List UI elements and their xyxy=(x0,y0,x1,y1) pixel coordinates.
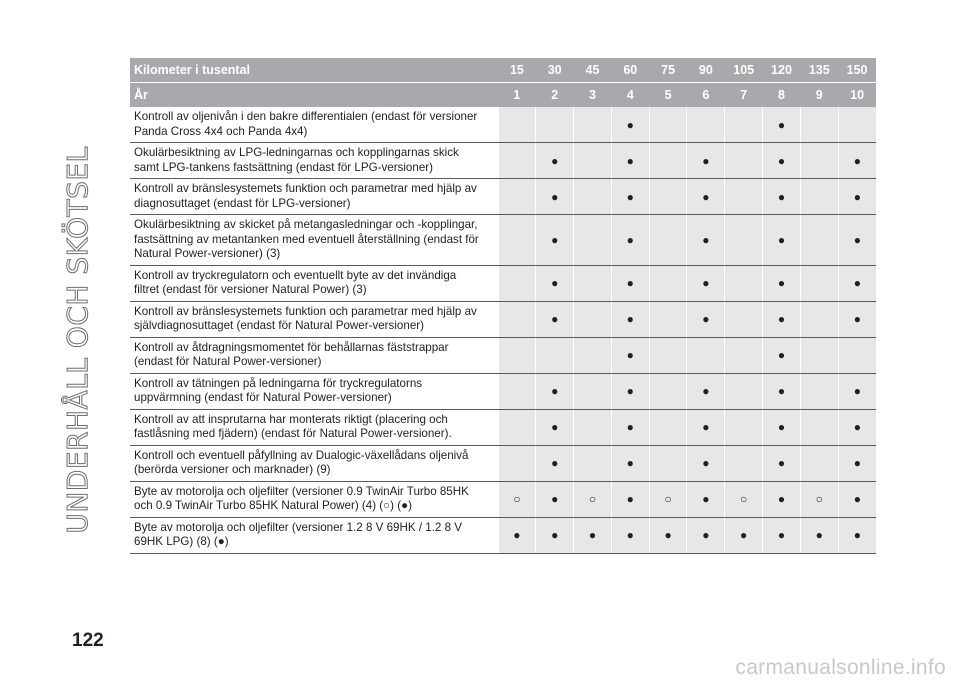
interval-cell xyxy=(800,143,838,179)
interval-cell xyxy=(838,337,876,373)
filled-dot-icon: ● xyxy=(626,312,634,326)
filled-dot-icon: ● xyxy=(777,456,786,470)
interval-cell xyxy=(498,409,536,445)
row-description xyxy=(130,265,498,301)
filled-dot-icon: ● xyxy=(853,153,861,168)
filled-dot-icon: ● xyxy=(777,348,786,362)
interval-cell xyxy=(763,373,801,409)
interval-cell xyxy=(536,373,574,409)
interval-cell xyxy=(649,215,687,266)
interval-cell xyxy=(800,337,838,373)
interval-cell xyxy=(763,143,801,179)
interval-cell xyxy=(800,409,838,445)
interval-cell xyxy=(838,179,876,215)
interval-cell xyxy=(574,409,612,445)
maintenance-schedule-table xyxy=(130,58,876,554)
interval-cell xyxy=(763,301,801,337)
filled-dot-icon: ● xyxy=(815,528,823,542)
header-year-value: 5 xyxy=(649,83,687,108)
header-km-value: 105 xyxy=(725,58,763,83)
table-row xyxy=(130,179,876,215)
filled-dot-icon: ● xyxy=(777,153,786,168)
filled-dot-icon: ● xyxy=(777,420,786,434)
interval-cell xyxy=(536,179,574,215)
interval-cell xyxy=(838,517,876,553)
header-km-row xyxy=(130,58,876,83)
filled-dot-icon: ● xyxy=(551,492,559,506)
filled-dot-icon: ● xyxy=(853,276,861,290)
interval-cell xyxy=(763,265,801,301)
interval-cell xyxy=(725,301,763,337)
open-circle-icon: ○ xyxy=(740,492,748,506)
description-line: filtret (endast för versioner Natural Power) (3) xyxy=(134,283,367,296)
interval-cell xyxy=(763,215,801,266)
description-line: uppvärmning (endast för Natural Power-versioner) xyxy=(134,391,392,404)
filled-dot-icon: ● xyxy=(626,348,634,362)
header-year-value: 4 xyxy=(611,83,649,108)
description-line: Okulärbesiktning av skicket på metangasledningar och -kopplingar, xyxy=(134,218,478,231)
row-description xyxy=(130,517,498,553)
filled-dot-icon: ● xyxy=(551,276,559,290)
description-line: Okulärbesiktning av LPG-ledningarnas och kopplingarnas skick xyxy=(134,146,459,159)
interval-cell xyxy=(687,517,725,553)
interval-cell xyxy=(536,107,574,143)
filled-dot-icon: ● xyxy=(551,420,559,434)
filled-dot-icon: ● xyxy=(626,232,634,247)
filled-dot-icon: ● xyxy=(626,456,634,470)
interval-cell xyxy=(838,301,876,337)
description-line: Panda Cross 4x4 och Panda 4x4) xyxy=(134,124,308,138)
interval-cell xyxy=(498,517,536,553)
section-title: UNDERHÅLL OCH SKÖTSEL xyxy=(61,146,94,534)
interval-cell xyxy=(838,373,876,409)
interval-cell xyxy=(800,215,838,266)
interval-cell xyxy=(498,179,536,215)
interval-cell xyxy=(687,445,725,481)
filled-dot-icon: ● xyxy=(853,232,861,247)
table-row xyxy=(130,409,876,445)
interval-cell xyxy=(800,179,838,215)
interval-cell xyxy=(725,179,763,215)
table-row xyxy=(130,373,876,409)
page-number: 122 xyxy=(72,630,104,651)
description-line: Byte av motorolja och oljefilter (versioner 1.2 8 V 69HK / 1.2 8 V xyxy=(134,520,463,534)
interval-cell xyxy=(536,337,574,373)
interval-cell xyxy=(498,337,536,373)
table-row xyxy=(130,215,876,266)
interval-cell xyxy=(574,481,612,517)
header-year-value: 8 xyxy=(763,83,801,108)
header-year-label: År xyxy=(130,83,498,108)
description-line: fastsättning av metantanken med eventuell återställning (endast för xyxy=(134,232,479,246)
open-circle-icon: ○ xyxy=(664,492,672,506)
filled-dot-icon: ● xyxy=(702,232,710,247)
filled-dot-icon: ● xyxy=(551,189,559,204)
filled-dot-icon: ● xyxy=(702,456,710,470)
interval-cell xyxy=(725,107,763,143)
header-km-label: Kilometer i tusental xyxy=(130,58,498,83)
interval-cell xyxy=(687,265,725,301)
interval-cell xyxy=(838,265,876,301)
header-km-value: 15 xyxy=(498,58,536,83)
row-description xyxy=(130,373,498,409)
description-line: självdiagnosuttaget (endast för Natural Power-versioner) xyxy=(134,319,424,332)
filled-dot-icon: ● xyxy=(551,312,559,326)
table-row xyxy=(130,481,876,517)
table-row xyxy=(130,445,876,481)
interval-cell xyxy=(800,301,838,337)
interval-cell xyxy=(800,517,838,553)
interval-cell xyxy=(649,337,687,373)
interval-cell xyxy=(498,265,536,301)
header-year-value: 9 xyxy=(800,83,838,108)
interval-cell xyxy=(725,337,763,373)
watermark: carmanualsonline.info xyxy=(735,656,946,679)
filled-dot-icon: ● xyxy=(702,312,710,326)
interval-cell xyxy=(800,265,838,301)
filled-dot-icon: ● xyxy=(702,528,710,542)
description-line: samt LPG-tankens fastsättning (endast för LPG-versioner) xyxy=(134,160,433,174)
filled-dot-icon: ● xyxy=(853,420,861,434)
table-row xyxy=(130,107,876,143)
header-year-value: 1 xyxy=(498,83,536,108)
interval-cell xyxy=(536,481,574,517)
filled-dot-icon: ● xyxy=(777,384,786,398)
description-line: och 0.9 TwinAir Turbo 85HK Natural Power) (4) (○) (●) xyxy=(134,499,412,512)
interval-cell xyxy=(763,179,801,215)
open-circle-icon: ○ xyxy=(588,492,597,506)
interval-cell xyxy=(498,301,536,337)
filled-dot-icon: ● xyxy=(664,528,672,542)
filled-dot-icon: ● xyxy=(513,528,521,542)
interval-cell xyxy=(574,265,612,301)
interval-cell xyxy=(763,107,801,143)
filled-dot-icon: ● xyxy=(702,189,710,204)
header-year-value: 7 xyxy=(725,83,763,108)
filled-dot-icon: ● xyxy=(626,117,634,132)
interval-cell xyxy=(536,301,574,337)
open-circle-icon: ○ xyxy=(513,492,521,506)
interval-cell xyxy=(800,107,838,143)
filled-dot-icon: ● xyxy=(777,528,786,542)
interval-cell xyxy=(498,481,536,517)
interval-cell xyxy=(763,337,801,373)
filled-dot-icon: ● xyxy=(777,189,786,204)
interval-cell xyxy=(687,107,725,143)
row-description xyxy=(130,107,498,143)
interval-cell xyxy=(687,409,725,445)
interval-cell xyxy=(536,143,574,179)
interval-cell xyxy=(687,481,725,517)
interval-cell xyxy=(611,179,649,215)
interval-cell xyxy=(649,517,687,553)
interval-cell xyxy=(800,445,838,481)
interval-cell xyxy=(536,445,574,481)
interval-cell xyxy=(687,179,725,215)
header-km-value: 120 xyxy=(763,58,801,83)
interval-cell xyxy=(838,143,876,179)
header-km-value: 150 xyxy=(838,58,876,83)
description-line: (endast för Natural Power-versioner) xyxy=(134,355,322,368)
description-line: Kontroll av oljenivån i den bakre differentialen (endast för versioner xyxy=(134,110,478,123)
filled-dot-icon: ● xyxy=(626,528,634,542)
description-line: diagnosuttaget (endast för LPG-versioner) xyxy=(134,196,351,210)
interval-cell xyxy=(574,517,612,553)
interval-cell xyxy=(649,481,687,517)
interval-cell xyxy=(763,445,801,481)
interval-cell xyxy=(649,445,687,481)
filled-dot-icon: ● xyxy=(702,492,710,506)
header-year-row xyxy=(130,83,876,108)
interval-cell xyxy=(611,481,649,517)
filled-dot-icon: ● xyxy=(626,384,634,398)
description-line: Kontroll av att insprutarna har monterats riktigt (placering och xyxy=(134,412,448,426)
interval-cell xyxy=(687,337,725,373)
interval-cell xyxy=(498,445,536,481)
interval-cell xyxy=(611,215,649,266)
interval-cell xyxy=(574,373,612,409)
interval-cell xyxy=(611,373,649,409)
interval-cell xyxy=(536,265,574,301)
header-km-value: 45 xyxy=(574,58,612,83)
interval-cell xyxy=(763,481,801,517)
filled-dot-icon: ● xyxy=(551,528,559,542)
interval-cell xyxy=(687,301,725,337)
row-description xyxy=(130,143,498,179)
interval-cell xyxy=(611,445,649,481)
interval-cell xyxy=(649,409,687,445)
header-km-value: 60 xyxy=(611,58,649,83)
description-line: Kontroll av åtdragningsmomentet för behållarnas fäststrappar xyxy=(134,340,449,354)
interval-cell xyxy=(574,337,612,373)
filled-dot-icon: ● xyxy=(551,384,559,398)
description-line: Kontroll av tryckregulatorn och eventuellt byte av det invändiga xyxy=(134,268,457,282)
filled-dot-icon: ● xyxy=(853,528,861,542)
interval-cell xyxy=(649,143,687,179)
row-description xyxy=(130,445,498,481)
interval-cell xyxy=(725,409,763,445)
description-line: fastlåsning med fjädern) (endast för Natural Power-versioner). xyxy=(134,427,452,440)
description-line: Natural Power-versioner) (3) xyxy=(134,247,281,260)
filled-dot-icon: ● xyxy=(551,232,559,247)
open-circle-icon: ○ xyxy=(815,492,823,506)
interval-cell xyxy=(611,107,649,143)
interval-cell xyxy=(649,301,687,337)
filled-dot-icon: ● xyxy=(626,276,634,290)
header-km-value: 75 xyxy=(649,58,687,83)
table-row xyxy=(130,265,876,301)
filled-dot-icon: ● xyxy=(551,153,559,168)
filled-dot-icon: ● xyxy=(777,312,786,326)
header-year-value: 2 xyxy=(536,83,574,108)
row-description xyxy=(130,215,498,266)
filled-dot-icon: ● xyxy=(626,189,634,204)
interval-cell xyxy=(611,301,649,337)
description-line: Kontroll av bränslesystemets funktion och parametrar med hjälp av xyxy=(134,304,477,318)
interval-cell xyxy=(574,215,612,266)
interval-cell xyxy=(687,143,725,179)
header-year-value: 10 xyxy=(838,83,876,108)
header-km-value: 30 xyxy=(536,58,574,83)
interval-cell xyxy=(611,409,649,445)
interval-cell xyxy=(725,143,763,179)
filled-dot-icon: ● xyxy=(626,153,634,168)
interval-cell xyxy=(649,373,687,409)
filled-dot-icon: ● xyxy=(777,117,786,132)
description-line: Kontroll av bränslesystemets funktion och parametrar med hjälp av xyxy=(134,182,477,195)
interval-cell xyxy=(574,143,612,179)
filled-dot-icon: ● xyxy=(853,384,861,398)
interval-cell xyxy=(536,215,574,266)
interval-cell xyxy=(498,373,536,409)
table-row xyxy=(130,143,876,179)
filled-dot-icon: ● xyxy=(702,420,710,434)
interval-cell xyxy=(763,517,801,553)
interval-cell xyxy=(725,481,763,517)
row-description xyxy=(130,337,498,373)
interval-cell xyxy=(611,517,649,553)
table-row xyxy=(130,337,876,373)
interval-cell xyxy=(611,337,649,373)
header-km-value: 90 xyxy=(687,58,725,83)
description-line: Kontroll av tätningen på ledningarna för tryckregulatorns xyxy=(134,376,423,390)
filled-dot-icon: ● xyxy=(626,420,634,434)
filled-dot-icon: ● xyxy=(588,528,597,542)
interval-cell xyxy=(649,265,687,301)
row-description xyxy=(130,301,498,337)
filled-dot-icon: ● xyxy=(777,492,786,506)
interval-cell xyxy=(800,373,838,409)
filled-dot-icon: ● xyxy=(702,276,710,290)
interval-cell xyxy=(498,107,536,143)
table-row xyxy=(130,517,876,553)
filled-dot-icon: ● xyxy=(702,153,710,168)
interval-cell xyxy=(649,179,687,215)
filled-dot-icon: ● xyxy=(853,189,861,204)
row-description xyxy=(130,409,498,445)
header-year-value: 6 xyxy=(687,83,725,108)
interval-cell xyxy=(725,373,763,409)
filled-dot-icon: ● xyxy=(702,384,710,398)
interval-cell xyxy=(800,481,838,517)
description-line: 69HK LPG) (8) (●) xyxy=(134,535,229,548)
interval-cell xyxy=(611,143,649,179)
table-row xyxy=(130,301,876,337)
interval-cell xyxy=(649,107,687,143)
interval-cell xyxy=(838,107,876,143)
description-line: Byte av motorolja och oljefilter (versioner 0.9 TwinAir Turbo 85HK xyxy=(134,484,469,498)
interval-cell xyxy=(498,215,536,266)
description-line: Kontroll och eventuell påfyllning av Dualogic-växellådans oljenivå xyxy=(134,448,469,462)
filled-dot-icon: ● xyxy=(777,232,786,247)
interval-cell xyxy=(611,265,649,301)
interval-cell xyxy=(536,409,574,445)
row-description xyxy=(130,481,498,517)
interval-cell xyxy=(763,409,801,445)
description-line: (berörda versioner och marknader) (9) xyxy=(134,463,331,476)
interval-cell xyxy=(725,445,763,481)
interval-cell xyxy=(725,265,763,301)
interval-cell xyxy=(574,445,612,481)
row-description xyxy=(130,179,498,215)
interval-cell xyxy=(725,517,763,553)
filled-dot-icon: ● xyxy=(740,528,748,542)
filled-dot-icon: ● xyxy=(853,492,861,506)
interval-cell xyxy=(574,301,612,337)
header-year-value: 3 xyxy=(574,83,612,108)
interval-cell xyxy=(574,179,612,215)
interval-cell xyxy=(687,373,725,409)
header-km-value: 135 xyxy=(800,58,838,83)
interval-cell xyxy=(498,143,536,179)
filled-dot-icon: ● xyxy=(853,456,861,470)
interval-cell xyxy=(838,445,876,481)
interval-cell xyxy=(838,215,876,266)
interval-cell xyxy=(536,517,574,553)
interval-cell xyxy=(838,409,876,445)
filled-dot-icon: ● xyxy=(853,312,861,326)
interval-cell xyxy=(838,481,876,517)
filled-dot-icon: ● xyxy=(777,276,786,290)
interval-cell xyxy=(574,107,612,143)
filled-dot-icon: ● xyxy=(626,492,634,506)
filled-dot-icon: ● xyxy=(551,456,559,470)
interval-cell xyxy=(725,215,763,266)
interval-cell xyxy=(687,215,725,266)
